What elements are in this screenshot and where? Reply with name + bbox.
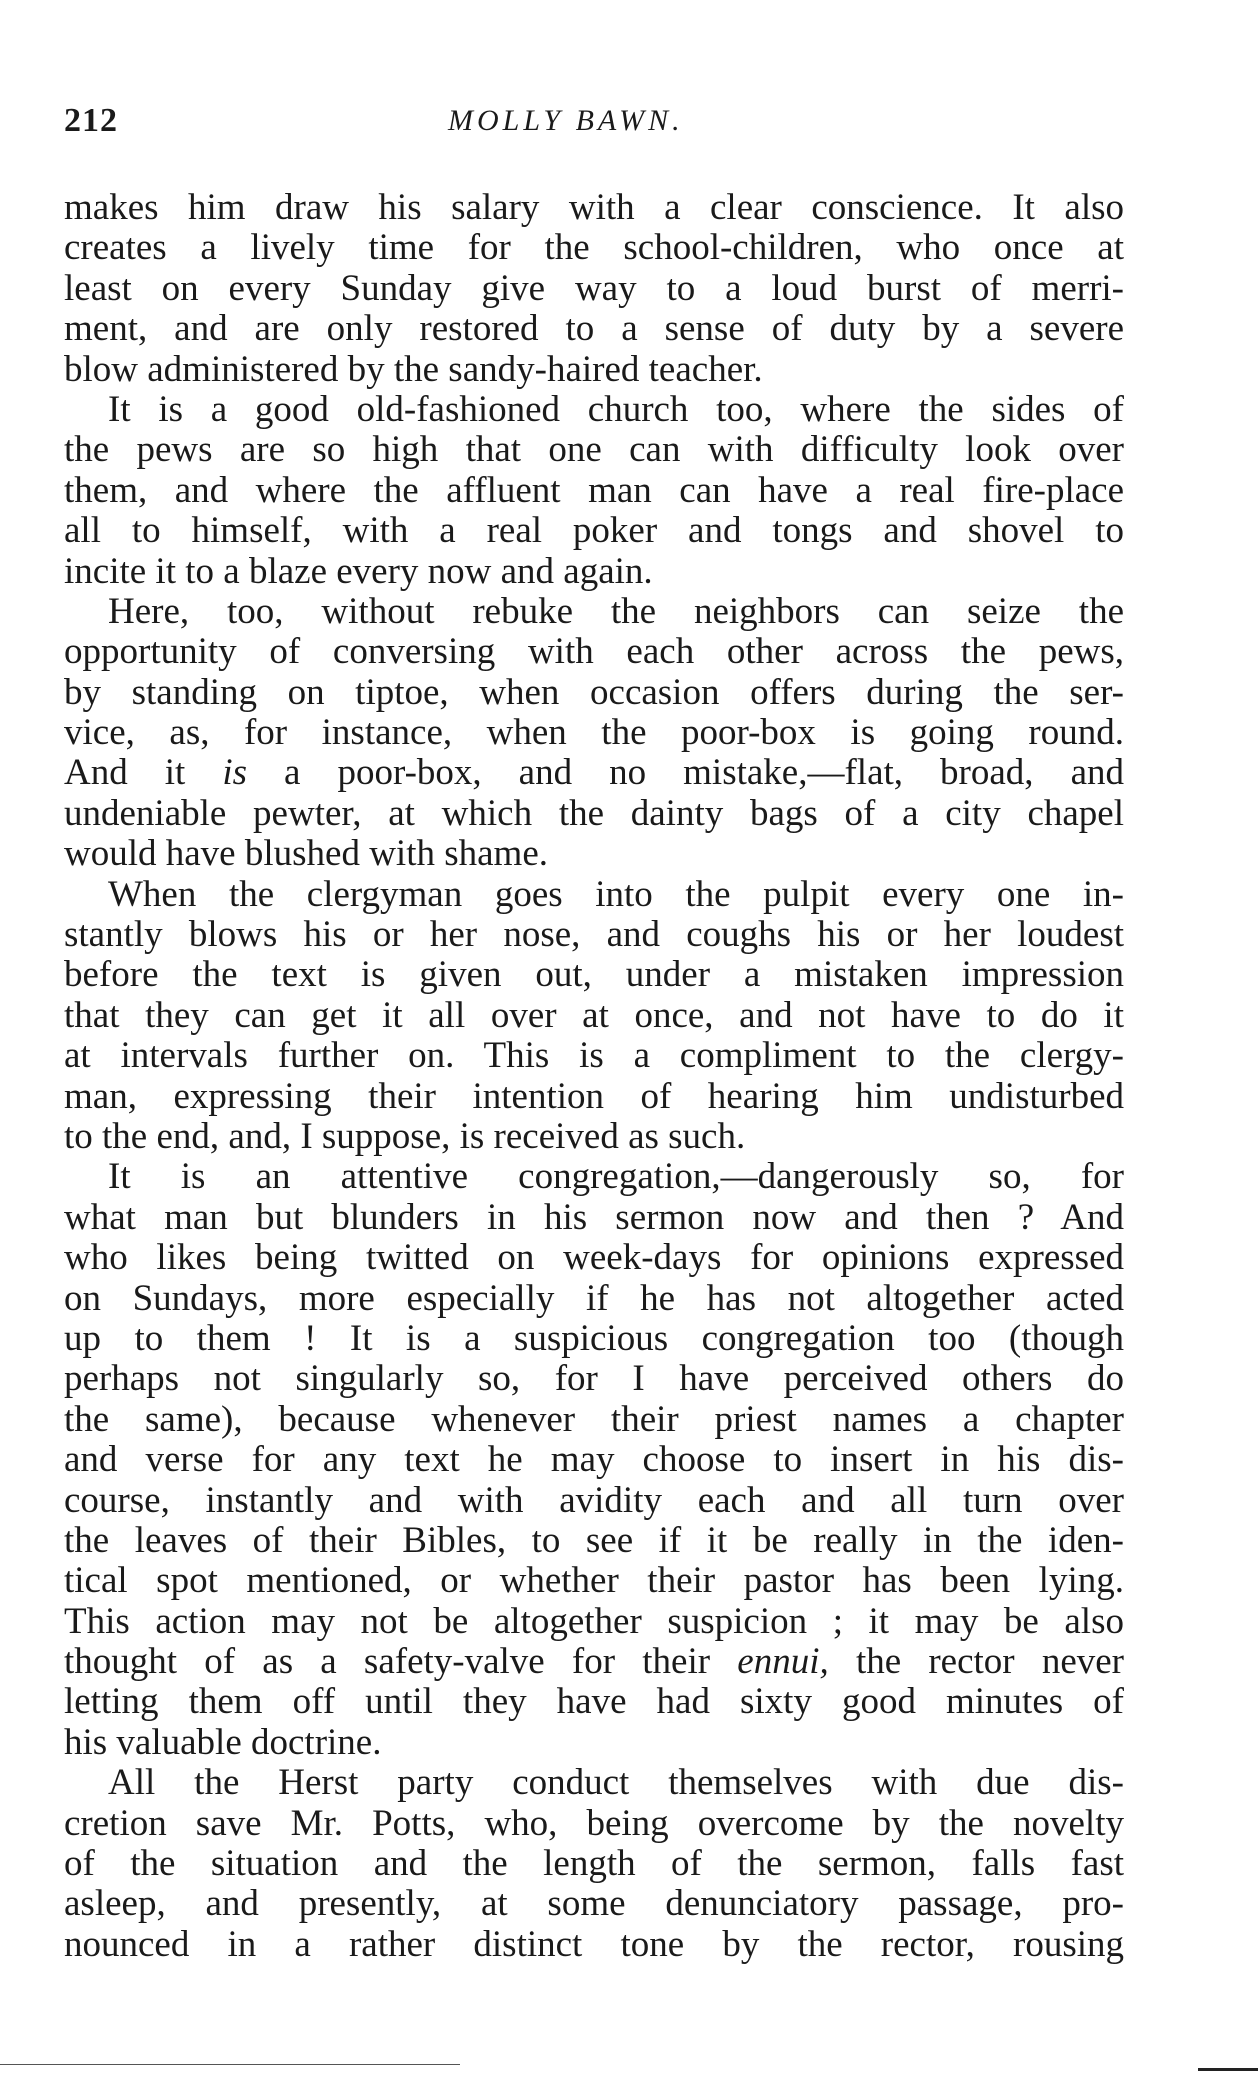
text-line: stantly blows his or her nose, and coughs his or her loudest — [64, 914, 1124, 956]
text-line: before the text is given out, under a mistaken impression — [64, 954, 1124, 996]
text-line: perhaps not singularly so, for I have perceived others do — [64, 1358, 1124, 1400]
text-fragment: thought of as a safety-valve for their — [64, 1641, 711, 1683]
running-head — [64, 102, 1124, 142]
text-line: of the situation and the length of the sermon, falls fast — [64, 1843, 1124, 1885]
text-line: at intervals further on. This is a compliment to the clergy- — [64, 1035, 1124, 1077]
text-line: course, instantly and with avidity each and all turn over — [64, 1479, 1124, 1521]
text-line: letting them off until they have had sixty good minutes of — [64, 1681, 1124, 1723]
text-line: the leaves of their Bibles, to see if it be really in the iden- — [64, 1519, 1124, 1561]
body-text — [64, 188, 1124, 1965]
text-fragment: And it — [64, 752, 186, 794]
text-line — [64, 753, 1124, 793]
text-line: on Sundays, more especially if he has not altogether acted — [64, 1277, 1124, 1319]
text-line: cretion save Mr. Potts, who, being overcome by the novelty — [64, 1802, 1124, 1844]
text-line: the pews are so high that one can with difficulty look over — [64, 429, 1124, 471]
text-fragment: a poor-box, and no mistake,—flat, broad, and — [247, 752, 1125, 794]
text-line: It is an attentive congregation,—dangerously so, for — [108, 1156, 1124, 1198]
text-line: opportunity of conversing with each other across the pews, — [64, 631, 1124, 673]
page-number: 212 — [64, 102, 118, 139]
text-line: asleep, and presently, at some denunciatory passage, pro- — [64, 1883, 1124, 1925]
text-line: his valuable doctrine. — [64, 1721, 382, 1763]
text-line: would have blushed with shame. — [64, 833, 548, 875]
text-line: man, expressing their intention of hearing him undisturbed — [64, 1075, 1124, 1117]
text-line: the same), because whenever their priest names a chapter — [64, 1398, 1124, 1440]
text-line: who likes being twitted on week-days for opinions expressed — [64, 1237, 1124, 1279]
text-line: tical spot mentioned, or whether their pastor has been lying. — [64, 1560, 1124, 1602]
text-line: all to himself, with a real poker and tongs and shovel to — [64, 510, 1124, 552]
text-line: nounced in a rather distinct tone by the rector, rousing — [64, 1923, 1124, 1965]
bottom-rule — [0, 2064, 460, 2065]
text-line: to the end, and, I suppose, is received as such. — [64, 1115, 746, 1157]
emphasis-text: ennui, — [737, 1641, 829, 1683]
text-line: that they can get it all over at once, and not have to do it — [64, 994, 1124, 1036]
text-line: what man but blunders in his sermon now and then ? And — [64, 1196, 1124, 1238]
text-line: them, and where the affluent man can have a real fire-place — [64, 469, 1124, 511]
text-line: It is a good old-fashioned church too, where the sides of — [108, 388, 1124, 430]
text-line: When the clergyman goes into the pulpit every one in- — [108, 873, 1124, 915]
text-line: least on every Sunday give way to a loud burst of merri- — [64, 267, 1124, 309]
text-line: blow administered by the sandy-haired teacher. — [64, 348, 763, 390]
book-title: MOLLY BAWN. — [448, 104, 684, 137]
text-line: All the Herst party conduct themselves with due dis- — [108, 1762, 1124, 1804]
corner-mark — [1198, 2068, 1258, 2071]
text-line: makes him draw his salary with a clear conscience. It also — [64, 187, 1124, 228]
text-line: Here, too, without rebuke the neighbors can seize the — [108, 590, 1124, 632]
text-line: incite it to a blaze every now and again. — [64, 550, 653, 592]
text-line: vice, as, for instance, when the poor-box is going round. — [64, 712, 1124, 754]
text-fragment: the rector never — [828, 1641, 1124, 1683]
text-line — [64, 1642, 1124, 1682]
emphasis-text: is — [222, 752, 248, 794]
text-line: This action may not be altogether suspicion ; it may be also — [64, 1600, 1124, 1642]
text-line: creates a lively time for the school-children, who once at — [64, 227, 1124, 269]
text-line: and verse for any text he may choose to insert in his dis- — [64, 1439, 1124, 1481]
text-line: undeniable pewter, at which the dainty bags of a city chapel — [64, 792, 1124, 834]
text-line: up to them ! It is a suspicious congregation too (though — [64, 1317, 1124, 1359]
text-line: by standing on tiptoe, when occasion offers during the ser- — [64, 671, 1124, 713]
text-line: ment, and are only restored to a sense of duty by a severe — [64, 308, 1124, 350]
